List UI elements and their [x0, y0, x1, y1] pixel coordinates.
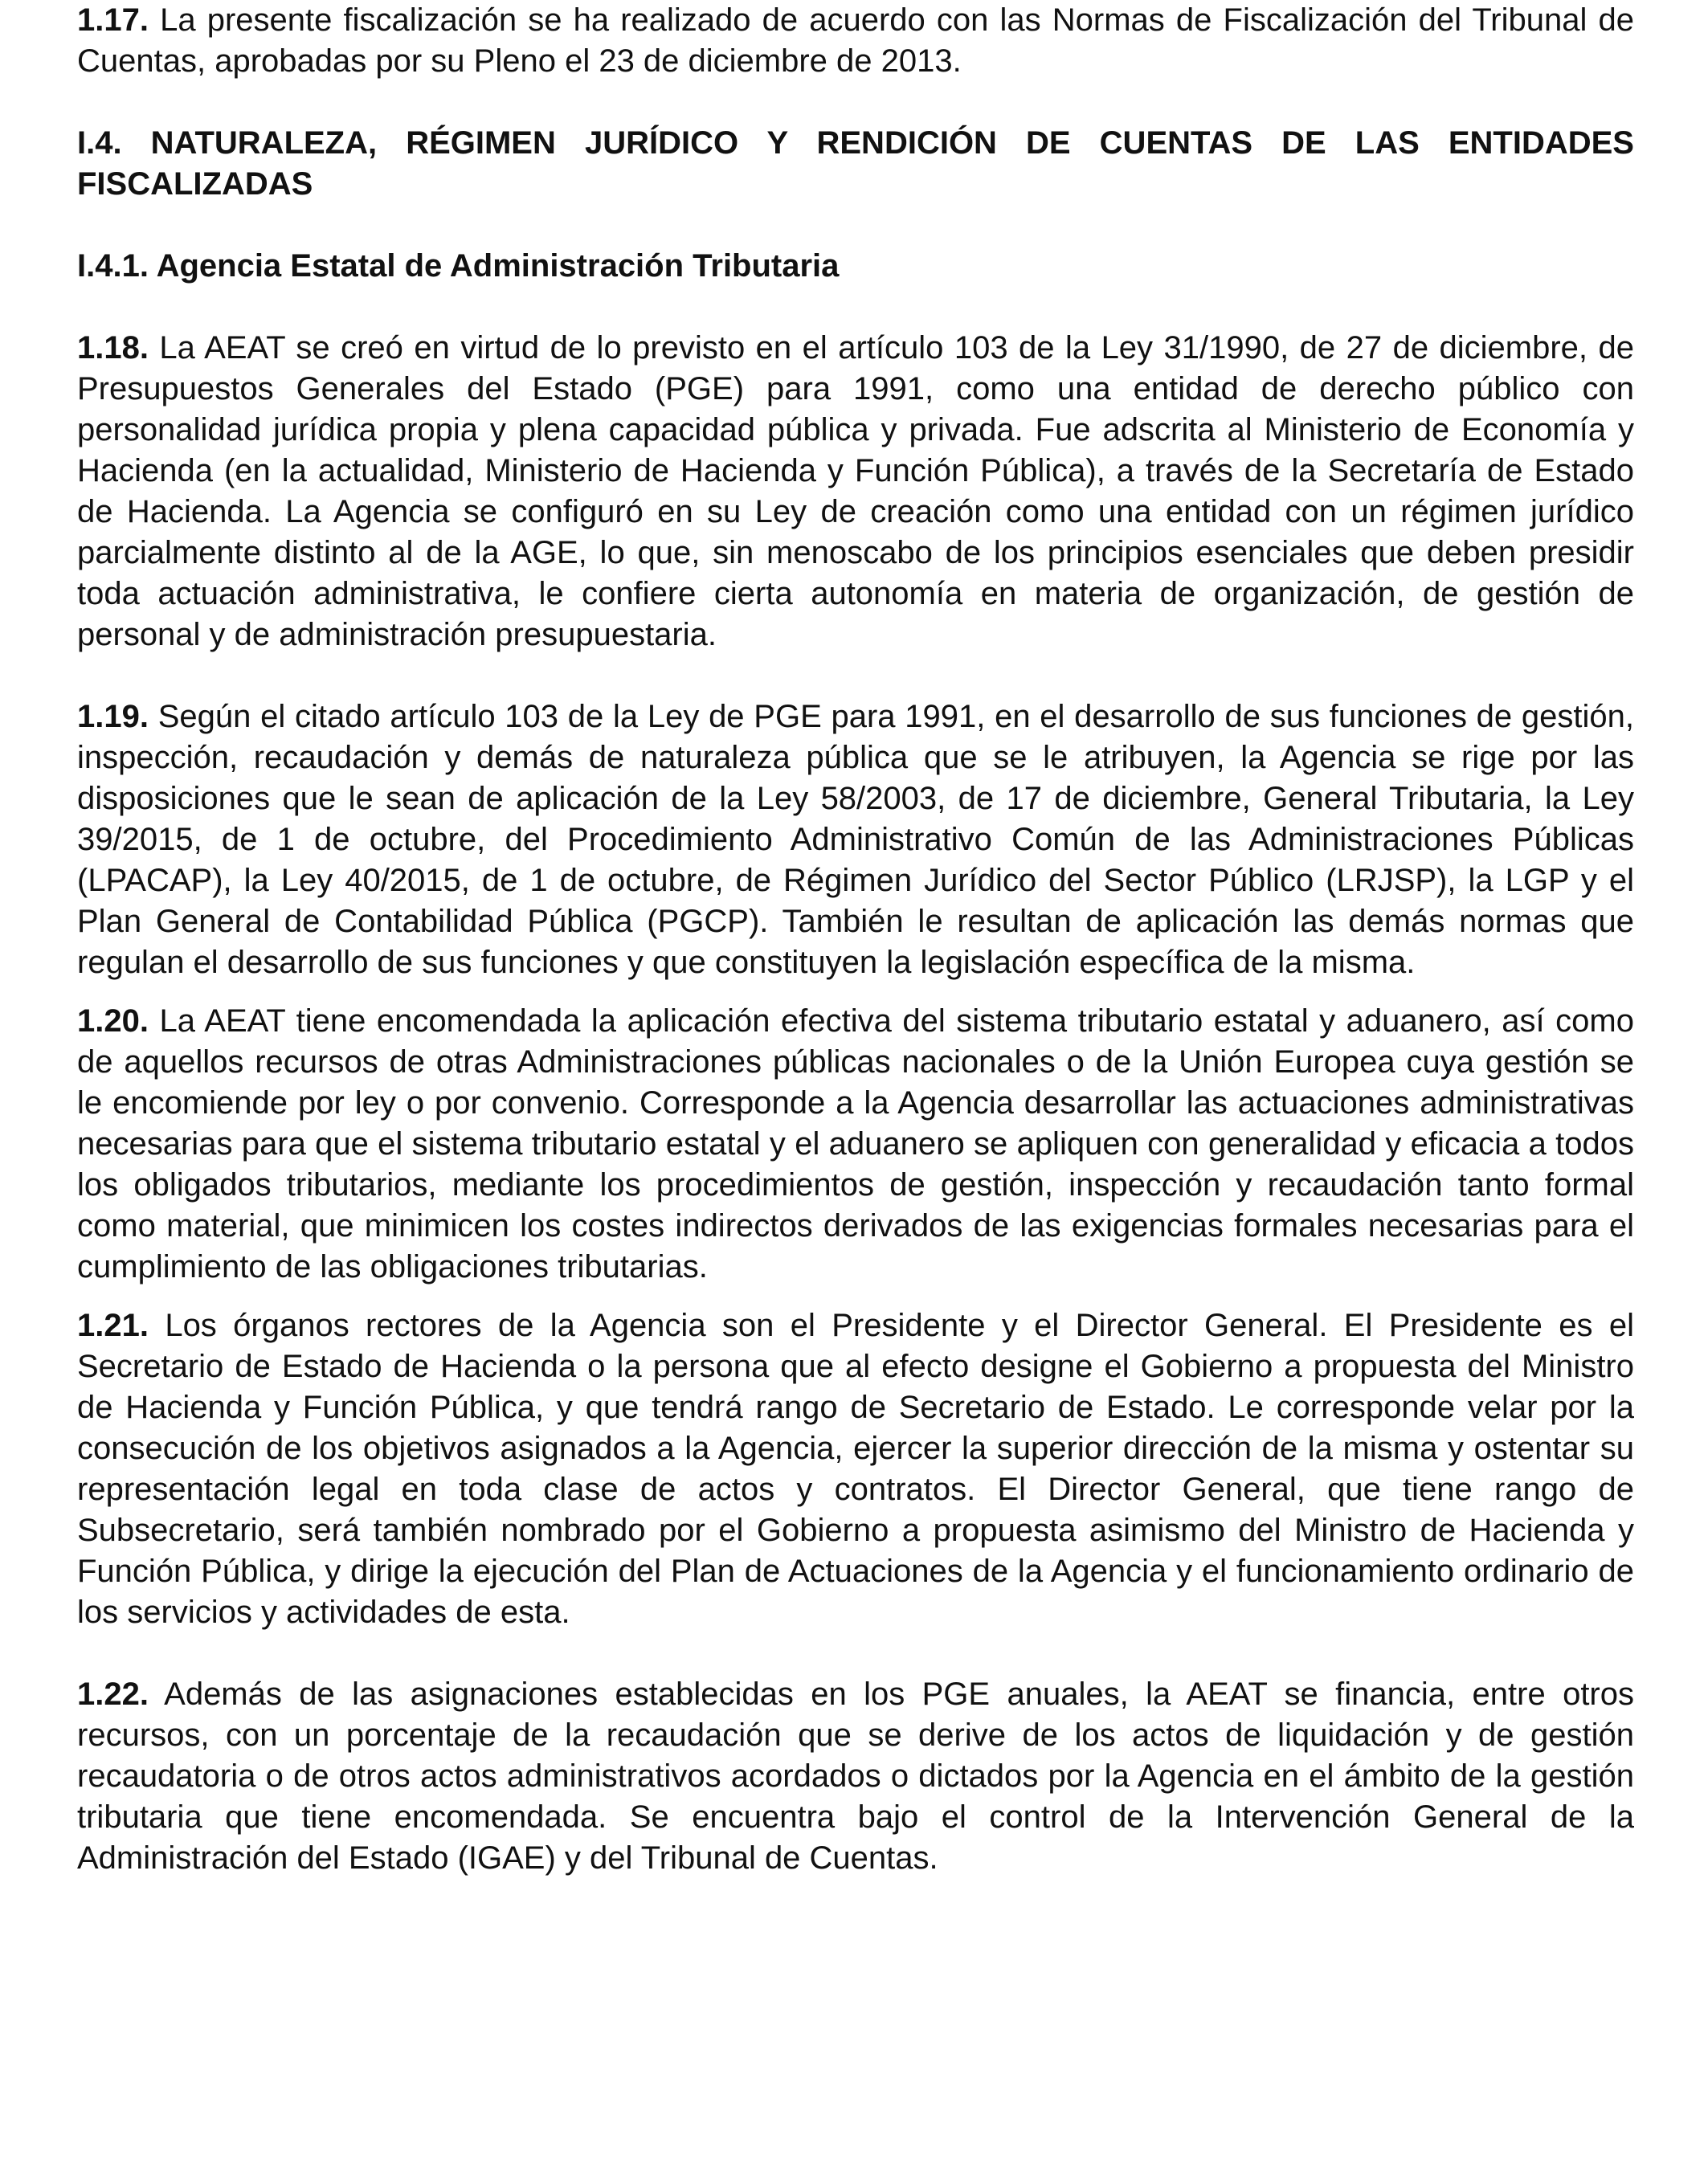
paragraph-1-19: [77, 696, 1634, 983]
spacer: [77, 983, 1634, 1001]
paragraph-number: 1.20.: [77, 1003, 149, 1039]
paragraph-1-21: [77, 1305, 1634, 1633]
paragraph-text: Según el citado artículo 103 de la Ley de PGE para 1991, en el desarrollo de sus funciones de gestión, inspección, recaudación y demás de naturaleza pública que se le atribuyen, la Agencia se rige por las disposiciones que le sean de aplicación de la Ley 58/2003, de 17 de diciembre, General Tributaria, la Ley 39/2015, de 1 de octubre, del Procedimiento Administrativo Común de las Administraciones Públicas (LPACAP), la Ley 40/2015, de 1 de octubre, de Régimen Jurídico del Sector Público (LRJSP), la LGP y el Plan General de Contabilidad Pública (PGCP). También le resultan de aplicación las demás normas que regulan el desarrollo de sus funciones y que constituyen la legislación específica de la misma.: [77, 699, 1634, 980]
paragraph-1-18: [77, 328, 1634, 656]
spacer: [77, 656, 1634, 696]
paragraph-number: 1.22.: [77, 1677, 149, 1712]
spacer: [77, 82, 1634, 123]
paragraph-number: 1.18.: [77, 330, 149, 366]
paragraph-text: La presente fiscalización se ha realizado de acuerdo con las Normas de Fiscalización del Tribunal de Cuentas, aprobadas por su Pleno el 23 de diciembre de 2013.: [77, 2, 1634, 79]
paragraph-number: 1.21.: [77, 1308, 149, 1343]
spacer: [77, 1633, 1634, 1674]
spacer: [77, 1288, 1634, 1305]
paragraph-number: 1.17.: [77, 2, 149, 38]
paragraph-1-22: [77, 1674, 1634, 1879]
paragraph-1-17: [77, 0, 1634, 82]
section-heading-i4: I.4. NATURALEZA, RÉGIMEN JURÍDICO Y RENDICIÓN DE CUENTAS DE LAS ENTIDADES FISCALIZADAS: [77, 125, 1634, 202]
paragraph-text: Además de las asignaciones establecidas en los PGE anuales, la AEAT se financia, entre otros recursos, con un porcentaje de la recaudación que se derive de los actos de liquidación y de gestión recaudatoria o de otros actos administrativos acordados o dictados por la Agencia en el ámbito de la gestión tributaria que tiene encomendada. Se encuentra bajo el control de la Intervención General de la Administración del Estado (IGAE) y del Tribunal de Cuentas.: [77, 1677, 1634, 1876]
paragraph-text: La AEAT tiene encomendada la aplicación efectiva del sistema tributario estatal y aduanero, así como de aquellos recursos de otras Administraciones públicas nacionales o de la Unión Europea cuya gestión se le encomiende por ley o por convenio. Corresponde a la Agencia desarrollar las actuaciones administrativas necesarias para que el sistema tributario estatal y el aduanero se apliquen con generalidad y eficacia a todos los obligados tributarios, mediante los procedimientos de gestión, inspección y recaudación tanto formal como material, que minimicen los costes indirectos derivados de las exigencias formales necesarias para el cumplimiento de las obligaciones tributarias.: [77, 1003, 1634, 1285]
paragraph-text: La AEAT se creó en virtud de lo previsto en el artículo 103 de la Ley 31/1990, de 27 de diciembre, de Presupuestos Generales del Estado (PGE) para 1991, como una entidad de derecho público con personalidad jurídica propia y plena capacidad pública y privada. Fue adscrita al Ministerio de Economía y Hacienda (en la actualidad, Ministerio de Hacienda y Función Pública), a través de la Secretaría de Estado de Hacienda. La Agencia se configuró en su Ley de creación como una entidad con un régimen jurídico parcialmente distinto al de la AGE, lo que, sin menoscabo de los principios esenciales que deben presidir toda actuación administrativa, le confiere cierta autonomía en materia de organización, de gestión de personal y de administración presupuestaria.: [77, 330, 1634, 652]
paragraph-number: 1.19.: [77, 699, 149, 734]
paragraph-1-20: [77, 1001, 1634, 1288]
document-page: [77, 0, 1634, 1879]
subsection-heading-i41: I.4.1. Agencia Estatal de Administración Tributaria: [77, 248, 840, 284]
paragraph-text: Los órganos rectores de la Agencia son el Presidente y el Director General. El Presidente es el Secretario de Estado de Hacienda o la persona que al efecto designe el Gobierno a propuesta del Ministro de Hacienda y Función Pública, y que tendrá rango de Secretario de Estado. Le corresponde velar por la consecución de los objetivos asignados a la Agencia, ejercer la superior dirección de la misma y ostentar su representación legal en toda clase de actos y contratos. El Director General, que tiene rango de Subsecretario, será también nombrado por el Gobierno a propuesta asimismo del Ministro de Hacienda y Función Pública, y dirige la ejecución del Plan de Actuaciones de la Agencia y el funcionamiento ordinario de los servicios y actividades de esta.: [77, 1308, 1634, 1630]
spacer: [77, 287, 1634, 328]
spacer: [77, 205, 1634, 246]
